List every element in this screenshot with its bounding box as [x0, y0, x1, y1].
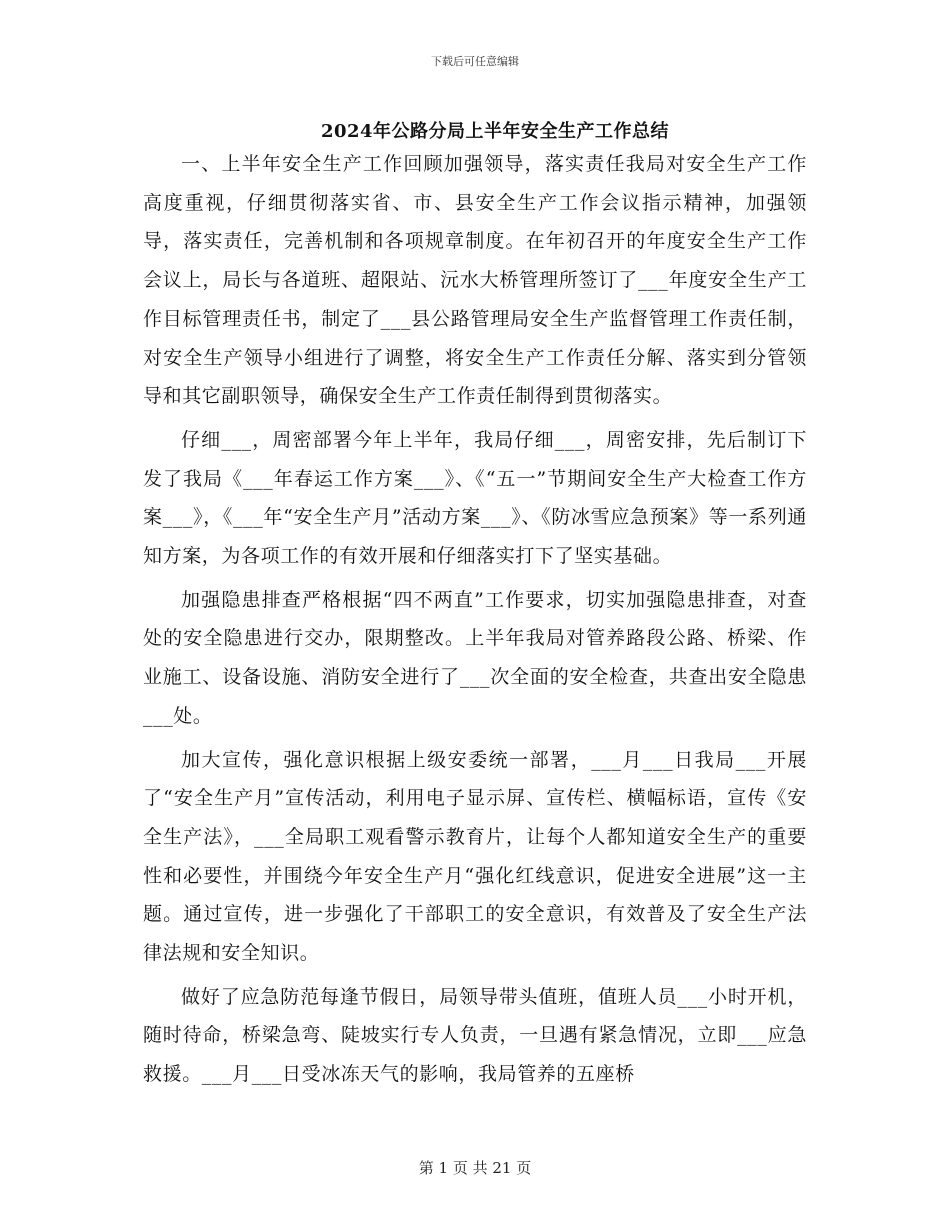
document-body	[143, 145, 807, 1099]
paragraph-2: 仔细___，周密部署今年上半年，我局仔细___，周密安排，先后制订下发了我局《___年春运工作方案___》、《“五一”节期间安全生产大检查工作方案___》，《___年“安全生产月”活动方案___》、《防冰雪应急预案》等一系列通知方案，为各项工作的有效开展和仔细落实打下了坚实基础。	[143, 428, 807, 568]
paragraph-5: 做好了应急防范每逢节假日，局领导带头值班，值班人员___小时开机，随时待命，桥梁急弯、陡坡实行专人负责，一旦遇有紧急情况，立即___应急救援。___月___日受冰冻天气的影响，我局管养的五座桥	[143, 985, 807, 1086]
paragraph-3: 加强隐患排查严格根据“四不两直”工作要求，切实加强隐患排查，对查处的安全隐患进行交办，限期整改。上半年我局对管养路段公路、桥梁、作业施工、设备设施、消防安全进行了___次全面的安全检查，共查出安全隐患___处。	[143, 588, 807, 727]
paragraph-4: 加大宣传，强化意识根据上级安委统一部署，___月___日我局___开展了“安全生产月”宣传活动，利用电子显示屏、宣传栏、横幅标语，宣传《安全生产法》，___全局职工观看警示教育片，让每个人都知道安全生产的重要性和必要性，并围绕今年安全生产月“强化红线意识，促进安全进展”这一主题。通过宣传，进一步强化了干部职工的安全意识，有效普及了安全生产法律法规和安全知识。	[143, 748, 807, 965]
page-header-note: 下载后可任意编辑	[431, 55, 519, 68]
page-number: 第 1 页 共 21 页	[418, 1159, 532, 1177]
document-title: 2024年公路分局上半年安全生产工作总结	[320, 121, 670, 142]
paragraph-1: 一、上半年安全生产工作回顾加强领导，落实责任我局对安全生产工作高度重视，仔细贯彻落实省、市、县安全生产工作会议指示精神，加强领导，落实责任，完善机制和各项规章制度。在年初召开的年度安全生产工作会议上，局长与各道班、超限站、沅水大桥管理所签订了___年度安全生产工作目标管理责任书，制定了___县公路管理局安全生产监督管理工作责任制，对安全生产领导小组进行了调整，将安全生产工作责任分解、落实到分管领导和其它副职领导，确保安全生产工作责任制得到贯彻落实。	[143, 153, 807, 408]
